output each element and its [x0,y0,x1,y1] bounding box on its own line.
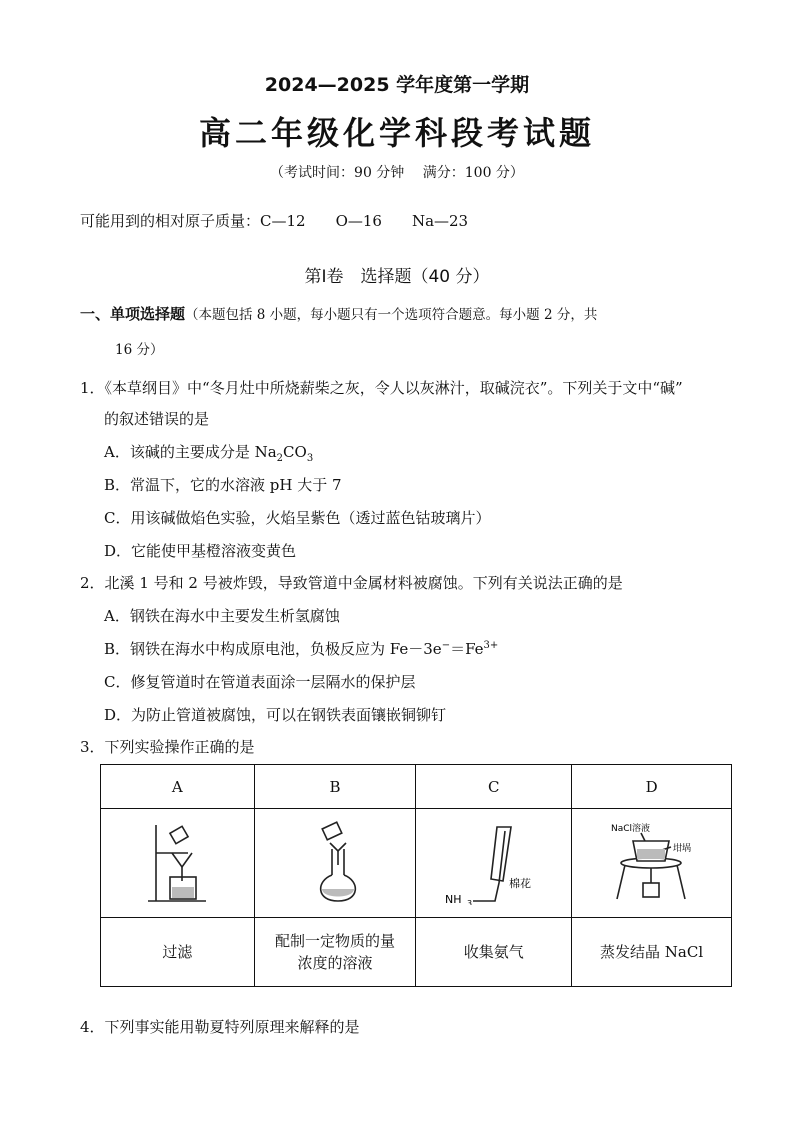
label-line: 配制一定物质的量 [275,932,396,950]
figure-cell-b [254,809,416,918]
nacl-solution-label: NaCl溶液 [610,824,650,834]
evaporation-figure [597,821,707,905]
cotton-label: 棉花 [508,877,531,890]
figure-cell-c [416,809,572,918]
question-stem: 《本草纲目》中“冬月灶中所烧薪柴之灰，令人以灰淋汁，取碱浣衣”。下列关于文中“碱” [104,379,683,397]
table-label-row [101,918,732,987]
question-1-option-a [104,441,313,464]
nh3-label: NH [444,893,462,905]
label-line: 浓度的溶液 [297,954,373,972]
subscript: 3 [306,453,314,464]
table-header-row [101,765,732,809]
exam-title: 高二年级化学科段考试题 [198,114,595,152]
question-number: 1． [80,379,105,397]
question-stem: 下列事实能用勒夏特列原理来解释的是 [104,1018,360,1036]
label-cell-c: 收集氨气 [416,918,572,987]
question-3 [80,736,255,757]
question-number: 2． [80,574,105,592]
label-cell-b [254,918,416,987]
part1-note-line1: （本题包括 8 小题，每小题只有一个选项符合题意。每小题 2 分，共 [185,307,598,323]
question-2-option-d: D．为防止管道被腐蚀，可以在钢铁表面镶嵌铜铆钉 [104,706,447,724]
option-text-formula: ＝Fe [450,640,484,658]
question-1-option-d: D．它能使甲基橙溶液变黄色 [104,542,297,560]
question-stem: 下列实验操作正确的是 [104,738,255,756]
exam-info: （考试时间：90 分钟 满分：100 分） [270,165,524,181]
section-title: 第Ⅰ卷 选择题（40 分） [304,267,490,287]
exam-year-line: 2024—2025 学年度第一学期 [264,74,530,96]
question-1-option-c: C．用该碱做焰色实验，火焰呈紫色（透过蓝色钴玻璃片） [104,509,491,527]
atomic-mass-line: 可能用到的相对原子质量：C—12 O—16 Na—23 [80,212,469,230]
ammonia-collection-figure [439,821,549,905]
subscript: 2 [276,453,284,464]
question-number: 4． [80,1018,105,1036]
option-text: B．钢铁在海水中构成原电池，负极反应为 Fe－3e [104,640,442,658]
question-1 [80,377,683,398]
crucible-label: 坩埚 [672,844,691,854]
table-header-c: C [416,765,572,809]
superscript: − [441,640,451,651]
table-header-a: A [101,765,255,809]
question-2-option-c: C．修复管道时在管道表面涂一层隔水的保护层 [104,673,416,691]
part1-note-line2: 16 分） [115,342,164,358]
apparatus-table [100,764,732,987]
question-2-option-b [104,638,498,659]
table-header-b: B [254,765,416,809]
nh3-subscript: 3 [466,899,472,905]
filtration-apparatus-figure [142,821,212,905]
question-number: 3． [80,738,105,756]
question-4 [80,1016,360,1037]
figure-cell-d [572,809,732,918]
option-text-formula: CO [283,443,307,461]
question-1-option-b: B．常温下，它的水溶液 pH 大于 7 [104,476,342,494]
question-stem: 北溪 1 号和 2 号被炸毁，导致管道中金属材料被腐蚀。下列有关说法正确的是 [104,574,623,592]
part1-heading-label: 一、单项选择题 [80,305,186,323]
figure-cell-a [101,809,255,918]
label-cell-a: 过滤 [101,918,255,987]
option-text: A．该碱的主要成分是 Na [104,443,277,461]
part1-heading [80,303,597,324]
table-header-d: D [572,765,732,809]
question-2 [80,572,623,593]
table-figure-row [101,809,732,918]
volumetric-flask-figure [300,821,370,905]
label-cell-d: 蒸发结晶 NaCl [572,918,732,987]
question-1-stem-line2: 的叙述错误的是 [104,410,210,428]
superscript: 3+ [483,640,499,651]
question-2-option-a: A．钢铁在海水中主要发生析氢腐蚀 [104,607,340,625]
